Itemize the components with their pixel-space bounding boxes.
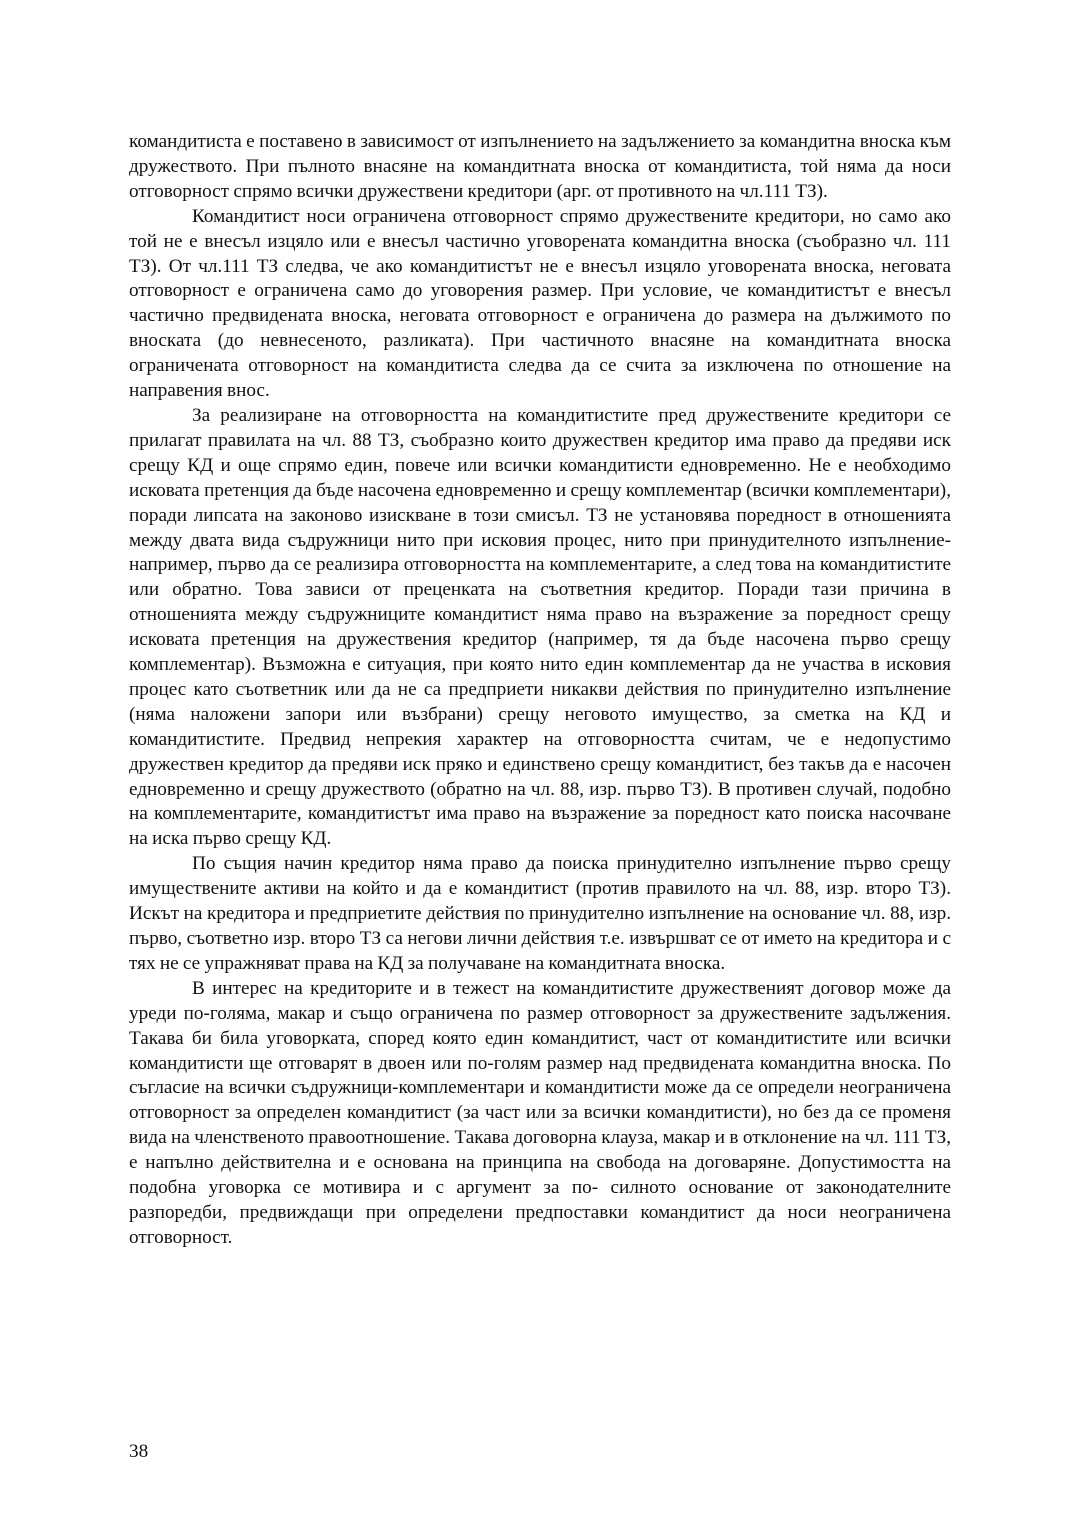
page-body xyxy=(129,130,951,1251)
paragraph-4: По същия начин кредитор няма право да поиска принудително изпълнение първо срещу имуществените активи на който и да е командитист (против правилото на чл. 88, изр. второ ТЗ). Искът на кредитора и предприетите действия по принудително изпълнение на основание чл. 88, изр. първо, съответно изр. второ ТЗ са негови лични действия т.е. извършват се от името на кредитора и с тях не се упражняват права на КД за получаване на командитната вноска. xyxy=(129,853,951,974)
paragraph-1: командитиста е поставено в зависимост от изпълнението на задължението за командитна вноска към дружеството. При пълното внасяне на командитната вноска от командитиста, той няма да носи отговорност спрямо всички дружествени кредитори (арг. от противното на чл.111 ТЗ). xyxy=(129,131,951,202)
paragraph-5: В интерес на кредиторите и в тежест на командитистите дружественият договор може да уреди по-голяма, макар и също ограничена по размер отговорност за дружествените задължения. Такава би била уговорката, според която един командитист, част от командитистите или всички командитисти ще отговарят в двоен или по-голям размер над предвидената командитна вноска. По съгласие на всички съдружници-комплементари и командитисти може да се определи неограничена отговорност за определен командитист (за част или за всички командитисти), но без да се променя вида на членственото правоотношение. Такава договорна клауза, макар и в отклонение на чл. 111 ТЗ, е напълно действителна и е основана на принципа на свобода на договаряне. Допустимостта на подобна уговорка се мотивира и с аргумент за по- силното основание от законодателните разпоредби, предвиждащи при определени предпоставки командитист да носи неограничена отговорност. xyxy=(129,977,951,1248)
paragraph-2: Командитист носи ограничена отговорност спрямо дружествените кредитори, но само ако той не е внесъл изцяло или е внесъл частично уговорената командитна вноска (съобразно чл. 111 ТЗ). От чл.111 ТЗ следва, че ако командитистът не е внесъл изцяло уговорената вноска, неговата отговорност е ограничена само до уговорения размер. При условие, че командитистът е внесъл частично предвидената вноска, неговата отговорност е ограничена до размера на дължимото по вноската (до невнесеното, разликата). При частичното внасяне на командитната вноска ограничената отговорност на командитиста следва да се счита за изключена по отношение на направения внос. xyxy=(129,205,951,402)
page-number: 38 xyxy=(129,1441,149,1462)
paragraph-3: За реализиране на отговорността на командитистите пред дружествените кредитори се прилагат правилата на чл. 88 ТЗ, съобразно които дружествен кредитор има право да предяви иск срещу КД и още спрямо един, повече или всички командитисти едновременно. Не е необходимо исковата претенция да бъде насочена едновременно и срещу комплементар (всички комплементари), поради липсата на законово изискване в този смисъл. ТЗ не установява поредност в отношенията между двата вида съдружници нито при исковия процес, нито при принудителното изпълнение-например, първо да се реализира отговорността на комплементарите, а след това на командитистите или обратно. Това зависи от преценката на съответния кредитор. Поради тази причина в отношенията между съдружниците командитист няма право на възражение за поредност срещу исковата претенция на дружествения кредитор (например, тя да бъде насочена първо срещу комплементар). Възможна е ситуация, при която нито един комплементар да не участва в исковия процес като съответник или да не са предприети никакви действия по принудително изпълнение (няма наложени запори или възбрани) срещу неговото имущество, за сметка на КД и командитистите. Предвид непрекия характер на отговорността считам, че е недопустимо дружествен кредитор да предяви иск пряко и единствено срещу командитист, без такъв да е насочен едновременно и срещу дружеството (обратно на чл. 88, изр. първо ТЗ). В противен случай, подобно на комплементарите, командитистът има право на възражение за поредност като поиска насочване на иска първо срещу КД. xyxy=(129,404,951,850)
